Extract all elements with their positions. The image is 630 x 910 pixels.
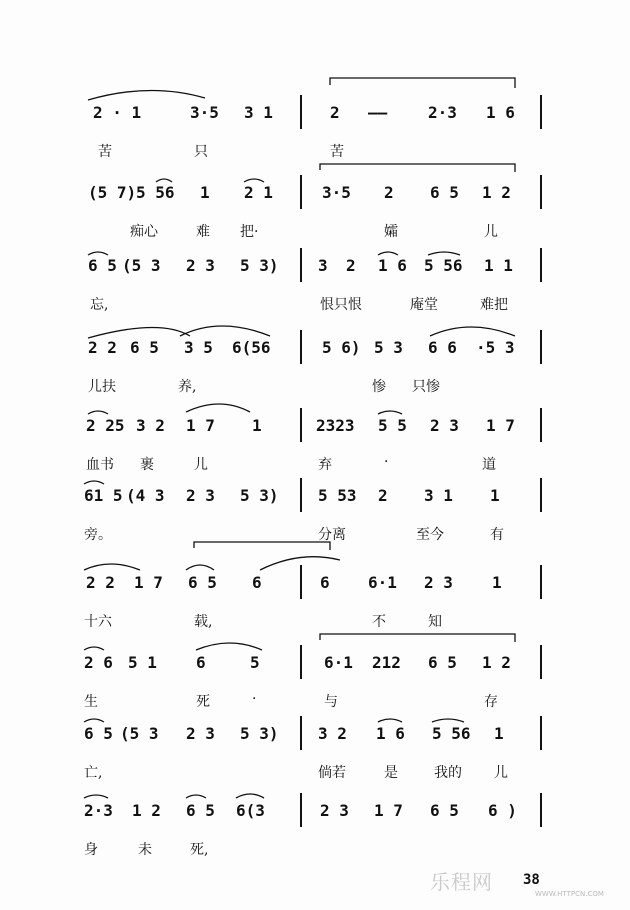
note-group: 3 2 xyxy=(136,416,165,435)
lyric: 身 xyxy=(84,842,98,858)
lyrics-row xyxy=(0,370,630,400)
note-group: 6 5 xyxy=(130,338,159,357)
system-3 xyxy=(0,248,630,328)
note-group: 2 2 xyxy=(86,573,115,592)
system-2 xyxy=(0,175,630,255)
lyric: 庵堂 xyxy=(410,297,438,313)
lyric: 死 xyxy=(196,694,210,710)
note-group: 2 3 xyxy=(186,256,215,275)
note-group: 2·3 xyxy=(84,801,113,820)
note-group: 3 5 xyxy=(184,338,213,357)
lyrics-row xyxy=(0,448,630,478)
bar-line xyxy=(300,95,302,129)
note-group: 5 3 xyxy=(374,338,403,357)
system-5 xyxy=(0,408,630,488)
note-group: (4 3 xyxy=(126,486,165,505)
bar-line xyxy=(540,716,542,750)
lyrics-row xyxy=(0,605,630,635)
notes-row xyxy=(0,645,630,685)
lyrics-row xyxy=(0,135,630,165)
note-group: 2 3 xyxy=(430,416,459,435)
notes-row xyxy=(0,95,630,135)
bar-line xyxy=(300,330,302,364)
lyric: 血书 xyxy=(86,457,114,473)
system-1 xyxy=(0,95,630,175)
lyric: 是 xyxy=(384,765,398,781)
note-group: 2 3 xyxy=(320,801,349,820)
lyric: 旁。 xyxy=(84,527,112,543)
lyric: 难把 xyxy=(480,297,508,313)
lyrics-row xyxy=(0,833,630,863)
lyric: 儿 xyxy=(484,224,498,240)
notes-row xyxy=(0,478,630,518)
bar-line xyxy=(540,408,542,442)
lyric: 生 xyxy=(84,694,98,710)
note-group: 6 5 xyxy=(430,801,459,820)
lyric: · xyxy=(384,454,389,470)
note-group: 1 7 xyxy=(186,416,215,435)
note-group: 6 xyxy=(196,653,206,672)
note-group: 2 3 xyxy=(186,486,215,505)
bar-line xyxy=(540,175,542,209)
note-group: 1 6 xyxy=(486,103,515,122)
note-group: 2323 xyxy=(316,416,355,435)
lyric: 我的 xyxy=(434,765,462,781)
note-group: 2 · 1 xyxy=(93,103,142,122)
note-group: 5 56 xyxy=(432,724,471,743)
bar-line xyxy=(540,565,542,599)
lyrics-row xyxy=(0,215,630,245)
lyric: 载, xyxy=(194,614,213,630)
note-group: 6 xyxy=(252,573,262,592)
lyric: 儿 xyxy=(494,765,508,781)
lyric: 弃 xyxy=(318,457,332,473)
system-10 xyxy=(0,793,630,873)
note-group: 2 3 xyxy=(424,573,453,592)
lyric: 至今 xyxy=(416,527,444,543)
lyric: 分离 xyxy=(318,527,346,543)
note-group: 1 xyxy=(494,724,504,743)
note-group: 6 ) xyxy=(488,801,517,820)
note-group: 1 2 xyxy=(482,653,511,672)
note-group: 6 xyxy=(320,573,330,592)
note-group: 3·5 xyxy=(322,183,351,202)
bar-line xyxy=(540,793,542,827)
note-group: 1 xyxy=(490,486,500,505)
note-group: 3 2 xyxy=(318,724,347,743)
watermark-url: WWW.HTTPCN.COM xyxy=(535,890,604,898)
lyric: 孀 xyxy=(384,224,398,240)
notes-row xyxy=(0,565,630,605)
note-group: 5 6) xyxy=(322,338,361,357)
lyric: 忘, xyxy=(90,297,109,313)
note-group: 2 25 xyxy=(86,416,125,435)
note-group: 6·1 xyxy=(368,573,397,592)
lyric: 只惨 xyxy=(412,379,440,395)
lyric: 道 xyxy=(482,457,496,473)
system-7 xyxy=(0,565,630,645)
note-group: 1 7 xyxy=(486,416,515,435)
lyrics-row xyxy=(0,756,630,786)
lyric: 十六 xyxy=(84,614,112,630)
note-group: 1 2 xyxy=(482,183,511,202)
bar-line xyxy=(540,248,542,282)
note-group: 2 6 xyxy=(84,653,113,672)
note-group: 6 5 xyxy=(84,724,113,743)
lyric: 死, xyxy=(190,842,209,858)
note-group: 6 5 xyxy=(88,256,117,275)
notes-row xyxy=(0,248,630,288)
bar-line xyxy=(300,175,302,209)
note-group: 6·1 xyxy=(324,653,353,672)
note-group: 3 xyxy=(318,256,328,275)
note-group: 212 xyxy=(372,653,401,672)
lyrics-row xyxy=(0,288,630,318)
note-group: 6 5 xyxy=(188,573,217,592)
note-group: 1 6 xyxy=(376,724,405,743)
note-group: 1 2 xyxy=(132,801,161,820)
note-group: 1 1 xyxy=(484,256,513,275)
notes-row xyxy=(0,330,630,370)
note-group: 2 1 xyxy=(244,183,273,202)
note-group: 5 5 xyxy=(378,416,407,435)
notes-row xyxy=(0,175,630,215)
note-group: 2 xyxy=(330,103,340,122)
note-group: 2 xyxy=(346,256,356,275)
lyric: 知 xyxy=(428,614,442,630)
lyric: 苦 xyxy=(330,144,344,160)
lyric: 不 xyxy=(372,614,386,630)
system-8 xyxy=(0,645,630,725)
notes-row xyxy=(0,408,630,448)
note-group: 3 1 xyxy=(424,486,453,505)
lyric: 苦 xyxy=(98,144,112,160)
note-group: 61 5 xyxy=(84,486,123,505)
lyric: 儿 xyxy=(194,457,208,473)
note-group: 1 xyxy=(252,416,262,435)
lyric: 未 xyxy=(138,842,152,858)
note-group: 2 xyxy=(384,183,394,202)
lyric: 倘若 xyxy=(318,765,346,781)
note-group: 2 2 xyxy=(88,338,117,357)
bar-line xyxy=(540,478,542,512)
lyric: 养, xyxy=(178,379,197,395)
note-group: 3·5 xyxy=(190,103,219,122)
lyric: 惨 xyxy=(372,379,386,395)
bar-line xyxy=(300,478,302,512)
note-group: 5 3) xyxy=(240,486,279,505)
note-group: 5 1 xyxy=(128,653,157,672)
bar-line xyxy=(300,793,302,827)
system-6 xyxy=(0,478,630,558)
note-group: 6 5 xyxy=(186,801,215,820)
phrase-bracket xyxy=(330,78,515,88)
note-group: 2 3 xyxy=(186,724,215,743)
bar-line xyxy=(300,645,302,679)
note-group: 3 1 xyxy=(244,103,273,122)
watermark-logo: 乐程网 xyxy=(430,870,493,894)
note-group: 5 53 xyxy=(318,486,357,505)
system-9 xyxy=(0,716,630,796)
note-group: 6 5 xyxy=(428,653,457,672)
note-group: 1 7 xyxy=(134,573,163,592)
note-group: 6(56 xyxy=(232,338,271,357)
note-group: 1 xyxy=(200,183,210,202)
lyrics-row xyxy=(0,518,630,548)
bar-line xyxy=(300,248,302,282)
note-group: 2·3 xyxy=(428,103,457,122)
note-group: 6 6 xyxy=(428,338,457,357)
note-group: 5 xyxy=(250,653,260,672)
note-group: (5 3 xyxy=(120,724,159,743)
note-group: 1 xyxy=(492,573,502,592)
note-group: 1 7 xyxy=(374,801,403,820)
bar-line xyxy=(300,565,302,599)
note-group: 6 5 xyxy=(430,183,459,202)
bar-line xyxy=(300,716,302,750)
lyrics-row xyxy=(0,685,630,715)
lyric: 恨只恨 xyxy=(320,297,362,313)
lyric: 亡, xyxy=(84,765,103,781)
note-group: (5 7) xyxy=(88,183,137,202)
bar-line xyxy=(540,95,542,129)
lyric: 儿扶 xyxy=(88,379,116,395)
bar-line xyxy=(540,330,542,364)
note-group: (5 3 xyxy=(122,256,161,275)
bar-line xyxy=(300,408,302,442)
notes-row xyxy=(0,716,630,756)
lyric: 痴心 xyxy=(130,224,158,240)
note-group: ·5 3 xyxy=(476,338,515,357)
lyric: 与 xyxy=(324,694,338,710)
lyric: 裹 xyxy=(140,457,154,473)
note-group: —— xyxy=(368,103,388,122)
notes-row xyxy=(0,793,630,833)
lyric: 把· xyxy=(240,224,259,240)
note-group: 1 6 xyxy=(378,256,407,275)
note-group: 5 3) xyxy=(240,724,279,743)
lyric: 难 xyxy=(196,224,210,240)
lyric: · xyxy=(252,691,257,707)
lyric: 有 xyxy=(490,527,504,543)
note-group: 5 56 xyxy=(136,183,175,202)
system-4 xyxy=(0,330,630,410)
note-group: 6(3 xyxy=(236,801,265,820)
note-group: 5 3) xyxy=(240,256,279,275)
lyric: 只 xyxy=(194,144,208,160)
note-group: 5 56 xyxy=(424,256,463,275)
lyric: 存 xyxy=(484,694,498,710)
page-number: 38 xyxy=(523,872,540,888)
note-group: 2 xyxy=(378,486,388,505)
bar-line xyxy=(540,645,542,679)
